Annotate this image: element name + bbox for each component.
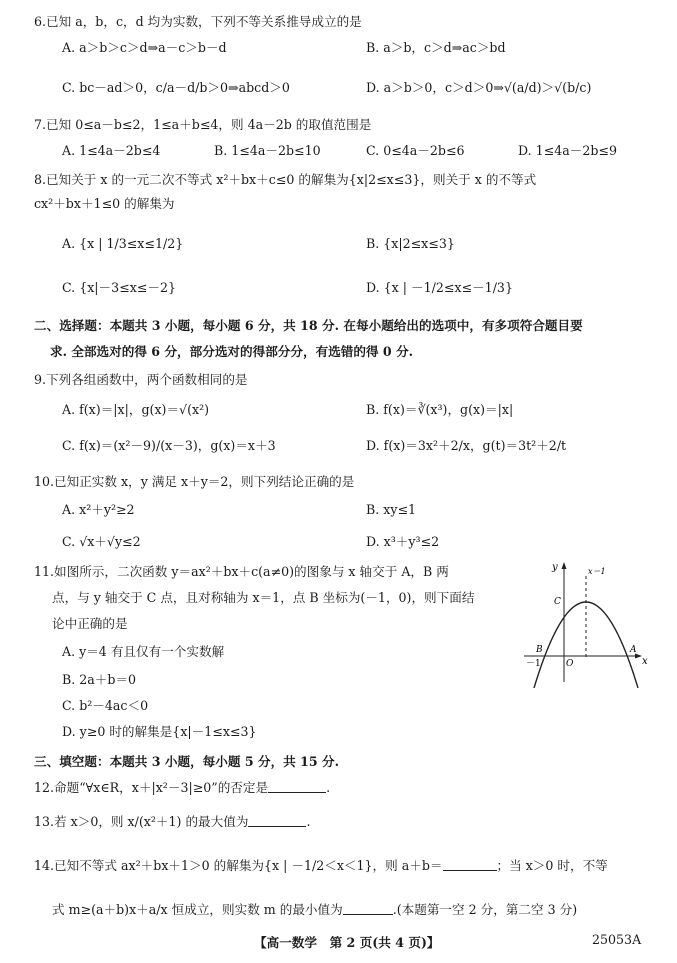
q11-stem-line3: 论中正确的是 [52, 616, 128, 631]
q10-option-b: B. xy≤1 [366, 502, 417, 517]
q7-option-a: A. 1≤4a－2b≤4 [62, 143, 161, 158]
q11-option-c: C. b²－4ac＜0 [62, 698, 149, 713]
q13-stem: 13.若 x＞0，则 x/(x²＋1) 的最大值为 [34, 814, 249, 829]
q14-stem-2a: 式 m≥(a＋b)x＋a/x 恒成立，则实数 m 的最小值为 [52, 902, 343, 917]
q8-option-a: A. {x | 1/3≤x≤1/2} [62, 236, 184, 251]
q7-option-d: D. 1≤4a－2b≤9 [518, 143, 617, 158]
q9-stem: 9.下列各组函数中，两个函数相同的是 [34, 372, 248, 387]
q8-stem-line1: 8.已知关于 x 的一元二次不等式 x²＋bx＋c≤0 的解集为{x|2≤x≤3}，则关于 x 的不等式 [34, 172, 537, 187]
q9-option-d: D. f(x)＝3x²＋2/x，g(t)＝3t²＋2/t [366, 438, 567, 453]
q7-option-c: C. 0≤4a－2b≤6 [366, 143, 465, 158]
graph-label-a: A [630, 645, 637, 655]
q12-line [34, 780, 330, 796]
q11-option-a: A. y＝4 有且仅有一个实数解 [62, 644, 225, 659]
q10-option-a: A. x²＋y²≥2 [62, 502, 135, 517]
graph-label-origin: O [566, 659, 574, 669]
q6-option-c: C. bc－ad＞0，c/a－d/b＞0⇒abcd＞0 [62, 80, 290, 95]
q11-parabola-graph [522, 560, 654, 688]
footer-page-info: 【高一数学 第 2 页(共 4 页)】 [254, 935, 440, 950]
q8-option-b: B. {x|2≤x≤3} [366, 236, 455, 251]
footer-code: 25053A [592, 932, 642, 947]
q8-option-d: D. {x | －1/2≤x≤－1/3} [366, 280, 513, 295]
q6-option-b: B. a＞b，c＞d⇒ac＞bd [366, 40, 506, 55]
q7-option-b: B. 1≤4a－2b≤10 [214, 143, 321, 158]
q6-stem: 6.已知 a，b，c，d 均为实数，下列不等关系推导成立的是 [34, 14, 362, 29]
q11-stem-line1: 11.如图所示，二次函数 y＝ax²＋bx＋c(a≠0)的图象与 x 轴交于 A，B 两 [34, 564, 449, 579]
section3-heading: 三、填空题：本题共 3 小题，每小题 5 分，共 15 分. [34, 754, 340, 769]
q6-option-a: A. a＞b＞c＞d⇒a－c＞b－d [62, 40, 227, 55]
q11-option-d: D. y≥0 时的解集是{x|－1≤x≤3} [62, 724, 257, 739]
graph-y-arrow [562, 562, 567, 569]
q13-end: . [306, 814, 311, 829]
q12-end: . [326, 780, 331, 795]
q14-stem-1a: 14.已知不等式 ax²＋bx＋1＞0 的解集为{x | －1/2＜x＜1}，则 a＋b＝ [34, 858, 443, 873]
q9-option-a: A. f(x)＝|x|，g(x)＝√(x²) [62, 402, 210, 417]
q14-stem-1b: ；当 x＞0 时，不等 [496, 858, 608, 873]
q10-option-c: C. √x＋√y≤2 [62, 534, 141, 549]
section2-heading-line2: 求. 全部选对的得 6 分，部分选对的得部分分，有选错的得 0 分. [50, 344, 414, 359]
q14-line1 [34, 858, 608, 874]
graph-label-y: y [552, 562, 558, 573]
graph-label-c: C [554, 597, 561, 607]
q12-stem: 12.命题“∀x∈R，x＋|x²－3|≥0”的否定是 [34, 780, 269, 795]
q13-line [34, 814, 310, 830]
q10-option-d: D. x³＋y³≤2 [366, 534, 440, 549]
q6-option-d: D. a＞b＞0，c＞d＞0⇒√(a/d)＞√(b/c) [366, 80, 592, 95]
graph-label-x: x [642, 656, 648, 667]
graph-label-b: B [536, 645, 543, 655]
q14-line2 [52, 902, 577, 918]
q9-option-c: C. f(x)＝(x²－9)/(x－3)，g(x)＝x＋3 [62, 438, 276, 453]
q14-answer-blank-1 [443, 859, 497, 871]
q11-option-b: B. 2a＋b＝0 [62, 672, 137, 687]
section2-heading-line1: 二、选择题：本题共 3 小题，每小题 6 分，共 18 分. 在每小题给出的选项中，有多项符合题目要 [34, 318, 583, 333]
graph-label-neg1: －1 [526, 659, 541, 669]
q7-stem: 7.已知 0≤a－b≤2，1≤a＋b≤4，则 4a－2b 的取值范围是 [34, 117, 372, 132]
q14-answer-blank-2 [343, 903, 393, 915]
q8-option-c: C. {x|－3≤x≤－2} [62, 280, 176, 295]
q13-answer-blank [248, 815, 306, 827]
q10-stem: 10.已知正实数 x，y 满足 x＋y＝2，则下列结论正确的是 [34, 474, 355, 489]
graph-label-symmetry: x＝1 [588, 567, 606, 576]
q11-stem-line2: 点，与 y 轴交于 C 点，且对称轴为 x＝1，点 B 坐标为(－1，0)，则下面结 [52, 590, 475, 605]
q8-stem-line2: cx²＋bx＋1≤0 的解集为 [34, 196, 175, 211]
q12-answer-blank [268, 781, 326, 793]
q14-stem-2b: .(本题第一空 2 分，第二空 3 分) [392, 902, 578, 917]
q9-option-b: B. f(x)＝∛(x³)，g(x)＝|x| [366, 402, 514, 417]
